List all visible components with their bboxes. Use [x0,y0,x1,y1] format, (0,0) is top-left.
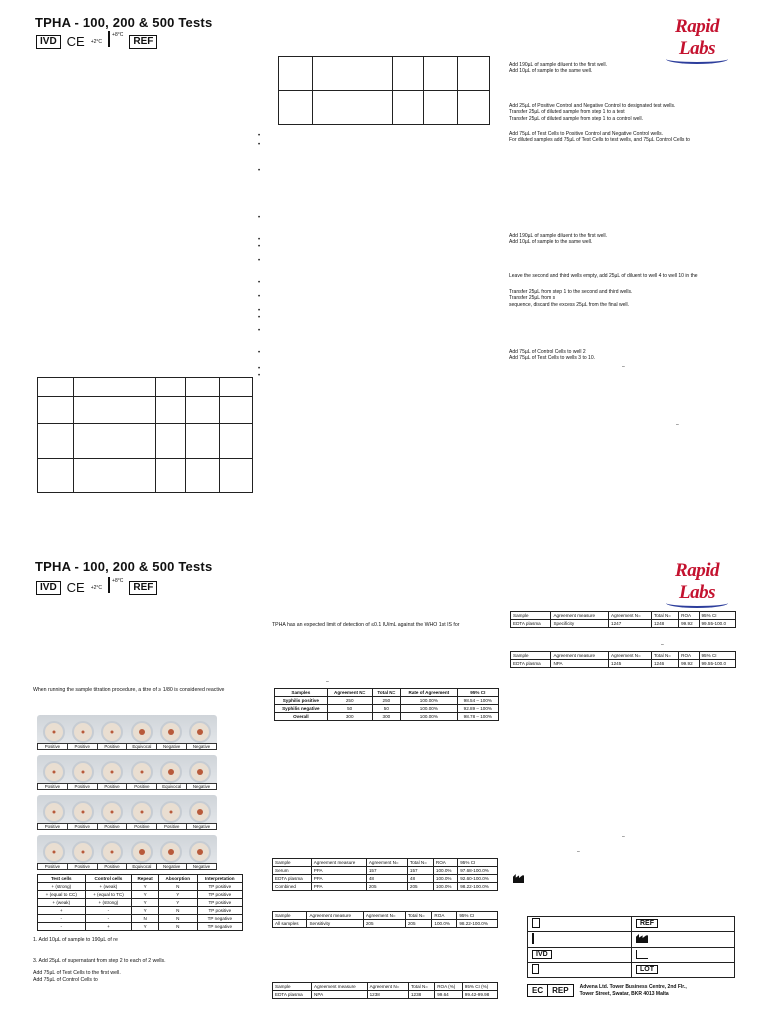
page1-title: TPHA - 100, 200 & 500 Tests [35,15,213,30]
text-block-1: Add 190µL of sample diluent to the first well. Add 10µL of sample to the same well. [509,62,608,75]
text-block-4: Add 190µL of sample diluent to the first well. Add 10µL of sample to the same well. [509,233,608,246]
dash-mark: – [661,642,664,648]
interpretation-table: Test cells Control cells Repeat Absorption Interpretation + (strong) + (weak) Y N TP positive + (equal to CC) + (equal to TC) Y Y TP positive + (weak) + (strong) Y Y TP positive + - Y N TP positive - - N N TP negative - + Y N TP negative [37,874,243,931]
dash-mark: – [326,679,329,685]
bullet: • [258,237,261,243]
well [72,761,94,783]
well [160,721,182,743]
thermometer-icon [532,933,534,944]
well [189,721,211,743]
step-test-cells: Add 75µL of Test Cells to the first well. [33,970,121,976]
rapid-labs-logo: Rapid Labs [662,16,732,64]
bullet: • [258,373,261,379]
well [189,801,211,823]
ref-symbol: REF [129,581,157,595]
ppa-table: Sample Agreement measure Agreement N= Total N= ROA 95% CI Serum PPA 157 157 100.0% 97.68-100.0% EDTA plasma PPA 48 48 100.0% 92.60-100.0% Combined PPA 205 205 100.0% 98.22-100.0% [272,858,498,891]
agreement-table: Samples Agreement N= Total N= Rate of Agreement 95% CI Syphilis positive 250 250 100.00% 98.54 – 100% Syphilis negative 50 50 100.00% 92.89 – 100% Overall 300 300 100.00% 98.78 – 100% [274,688,499,721]
plate-labels: Positive Positive Positive Positive Equivocal Negative [37,783,217,790]
bullet: • [258,350,261,356]
bullet: • [258,315,261,321]
text-block-5: Leave the second and third wells empty, add 25µL of diluent to well 4 to well 10 in the [509,273,698,279]
well [43,801,65,823]
text-block-2: Add 25µL of Positive Control and Negative Control to designated test wells. Transfer 25µL of diluted sample from step 1 to a test Transfer 25µL of diluted sample from step 1 to a control well. [509,103,676,122]
page1-table-top [278,56,490,125]
text-block-7: Add 75µL of Control Cells to well 2 Add 75µL of Test Cells to wells 3 to 10. [509,349,595,362]
npa-table: Sample Agreement measure Agreement N= Total N= ROA 95% CI EDTA plasma NPA 1245 1246 99.92 99.55-100.0 [510,651,736,668]
ec-rep-block [527,984,687,997]
manufacturer-icon [513,874,524,883]
symbol-key-table [527,916,735,978]
plate-labels: Positive Positive Positive Equivocal Negative Negative [37,743,217,750]
ec-rep-address: Advena Ltd. Tower Business Centre, 2nd Flr., Tower Street, Swatar, BKR 4013 Malta [579,984,687,997]
well [160,841,182,863]
bullet: • [258,280,261,286]
detection-limit-text: TPHA has an expected limit of detection of ≤0.1 IU/mL against the WHO 1st IS for [272,622,460,628]
npa-table-2: Sample Agreement measure Agreement N= Total N= ROA (%) 95% CI (%) EDTA plasma NPA 1238 1238 99.64 99.42-99.98 [272,982,498,999]
well [131,801,153,823]
sensitivity-table: Sample Agreement measure Agreement N= Total N= ROA 95% CI All samples Sensitivity 205 205 100.0% 98.22-100.0% [272,911,498,928]
bullet: • [258,244,261,250]
bullet: • [258,366,261,372]
specificity-table: Sample Agreement measure Agreement N= Total N= ROA 95% CI EDTA plasma Specificity 1247 1248 99.92 99.55-100.0 [510,611,736,628]
dash-mark: – [577,849,580,855]
well [131,721,153,743]
page1-symbols [36,31,157,49]
ivd-symbol: IVD [36,35,61,49]
instructions-icon [532,918,540,928]
manufacturer-icon [636,934,648,943]
bullet: • [258,133,261,139]
well [101,721,123,743]
thermometer-icon [108,577,110,593]
temp-low: +2°C [90,584,103,591]
temp-high: +8°C [112,31,124,38]
manufacture-date-icon [636,950,648,959]
well [72,801,94,823]
titration-note: When running the sample titration procedure, a titre of ≥ 1/80 is considered reactive [33,687,225,693]
ce-mark: CE [66,580,85,595]
temp-high: +8°C [112,577,124,584]
temp-low: +2°C [90,38,103,45]
ref-symbol: REF [129,35,157,49]
bullet: • [258,308,261,314]
well [72,841,94,863]
text-block-3: Add 75µL of Test Cells to Positive Control and Negative Control wells. For diluted samples add 75µL of Test Cells to test wells, and 75µL Control Cells to [509,131,690,144]
plate-labels: Positive Positive Positive Positive Positive Negative [37,823,217,830]
page2-title: TPHA - 100, 200 & 500 Tests [35,559,213,574]
bullet: • [258,168,261,174]
hourglass-icon [532,964,539,974]
well [101,841,123,863]
well [131,761,153,783]
text-block-6: Transfer 25µL from step 1 to the second and third wells. Transfer 25µL from s sequence, discard the excess 25µL from the final well. [509,289,633,308]
well [101,761,123,783]
plate-labels: Positive Positive Positive Equivocal Negative Negative [37,863,217,870]
thermometer-icon [108,31,110,47]
ivd-symbol: IVD [532,950,552,959]
well [131,841,153,863]
well [160,801,182,823]
dash-mark-2: – [676,422,679,428]
step-1: 1. Add 10µL of sample to 190µL of re [33,937,118,943]
ec-rep-symbol: EC REP [527,984,574,997]
rapid-labs-logo: Rapid Labs [662,560,732,608]
bullet: • [258,294,261,300]
dash-mark: – [622,364,625,370]
ref-symbol: REF [636,919,658,928]
bullet: • [258,258,261,264]
well [43,721,65,743]
page2-symbols [36,577,157,595]
well [43,841,65,863]
well [189,841,211,863]
bullet: • [258,328,261,334]
ivd-symbol: IVD [36,581,61,595]
step-control-cells: Add 75µL of Control Cells to [33,977,98,983]
dash-mark: – [622,834,625,840]
well [189,761,211,783]
well [101,801,123,823]
page1-table-left [37,377,253,493]
well [160,761,182,783]
bullet: • [258,215,261,221]
well [43,761,65,783]
lot-symbol: LOT [636,965,658,974]
ce-mark: CE [66,34,85,49]
well [72,721,94,743]
bullet: • [258,142,261,148]
step-3: 3. Add 25µL of supernatant from step 2 to each of 2 wells. [33,958,166,964]
